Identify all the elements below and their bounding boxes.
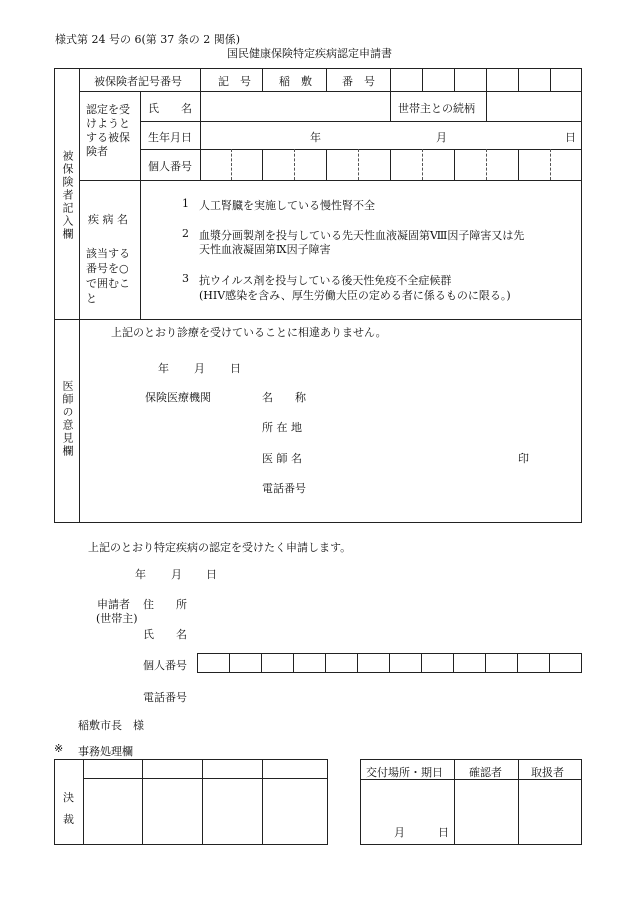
id-number-label: 被保険者記号番号 xyxy=(94,75,182,88)
kigo-label: 記 号 xyxy=(218,75,251,88)
applicant-name-label: 氏 名 xyxy=(143,628,187,641)
insured-section-label: 被保険者記入欄 xyxy=(61,150,74,241)
handler-label: 取扱者 xyxy=(531,766,564,779)
birthdate-label: 生年月日 xyxy=(148,131,192,144)
disease-1-num: 1 xyxy=(182,197,189,210)
application-statement: 上記のとおり特定疾病の認定を受けたく申請します。 xyxy=(88,541,352,554)
disease-3-text: 抗ウイルス剤を投与している後天性免疫不全症候群 xyxy=(199,274,452,287)
page-title: 国民健康保険特定疾病認定申請書 xyxy=(227,47,392,60)
doctor-name-label: 医 師 名 xyxy=(262,452,302,465)
office-mark: ※ xyxy=(54,742,64,755)
issue-place-date-label: 交付場所・期日 xyxy=(366,766,443,779)
doctor-date-month: 月 xyxy=(194,362,205,375)
office-use-label: 事務処理欄 xyxy=(78,745,133,758)
disease-3-text-cont: (HIV感染を含み、厚生労働大臣の定める者に係るものに限る。) xyxy=(199,289,511,302)
city-label: 稲 敷 xyxy=(279,75,312,88)
addressee: 稲敷市長 様 xyxy=(78,719,144,732)
personal-number-label: 個人番号 xyxy=(148,160,192,173)
doctor-date-year: 年 xyxy=(158,362,169,375)
disease-2-text: 血漿分画製剤を投与している先天性血液凝固第Ⅷ因子障害又は先 xyxy=(199,229,525,242)
applicant-phone-label: 電話番号 xyxy=(143,691,187,704)
relation-label: 世帯主との続柄 xyxy=(398,102,475,115)
approval-table xyxy=(54,759,328,845)
disease-2-num: 2 xyxy=(182,227,189,240)
issue-day: 日 xyxy=(438,826,449,839)
form-number: 様式第 24 号の 6(第 37 条の 2 関係) xyxy=(55,33,241,46)
institution-name-label: 名 称 xyxy=(262,391,306,404)
application-year: 年 xyxy=(135,568,146,581)
disease-2-text-cont: 天性血液凝固第Ⅸ因子障害 xyxy=(199,243,331,256)
disease-1-text: 人工腎臓を実施している慢性腎不全 xyxy=(199,199,375,212)
disease-label: 疾 病 名 xyxy=(88,213,128,226)
applicant-label: 認定を受けようとする被保険者 xyxy=(86,103,130,158)
doctor-phone-label: 電話番号 xyxy=(262,482,306,495)
applicant-personal-number-label: 個人番号 xyxy=(143,659,187,672)
bango-label: 番 号 xyxy=(342,75,375,88)
issue-month: 月 xyxy=(394,826,405,839)
birth-year: 年 xyxy=(310,131,321,144)
application-month: 月 xyxy=(171,568,182,581)
doctor-section-label: 医師の意見欄 xyxy=(61,380,74,458)
application-day: 日 xyxy=(206,568,217,581)
seal-mark: 印 xyxy=(518,452,529,465)
name-label: 氏 名 xyxy=(148,102,192,115)
institution-address-label: 所 在 地 xyxy=(262,421,302,434)
institution-label: 保険医療機関 xyxy=(145,391,211,404)
circle-instruction: 該当する番号を○で囲むこと xyxy=(86,247,130,305)
head-of-household-label: (世帯主) xyxy=(96,612,138,625)
birth-day: 日 xyxy=(565,131,576,144)
disease-3-num: 3 xyxy=(182,272,189,285)
applicant-address-label: 住 所 xyxy=(143,598,187,611)
birth-month: 月 xyxy=(436,131,447,144)
kessai-label: 決裁 xyxy=(63,791,74,826)
confirmer-label: 確認者 xyxy=(469,766,502,779)
doctor-date-day: 日 xyxy=(230,362,241,375)
applicant-label: 申請者 xyxy=(97,598,130,611)
doctor-statement: 上記のとおり診療を受けていることに相違ありません。 xyxy=(111,326,387,339)
